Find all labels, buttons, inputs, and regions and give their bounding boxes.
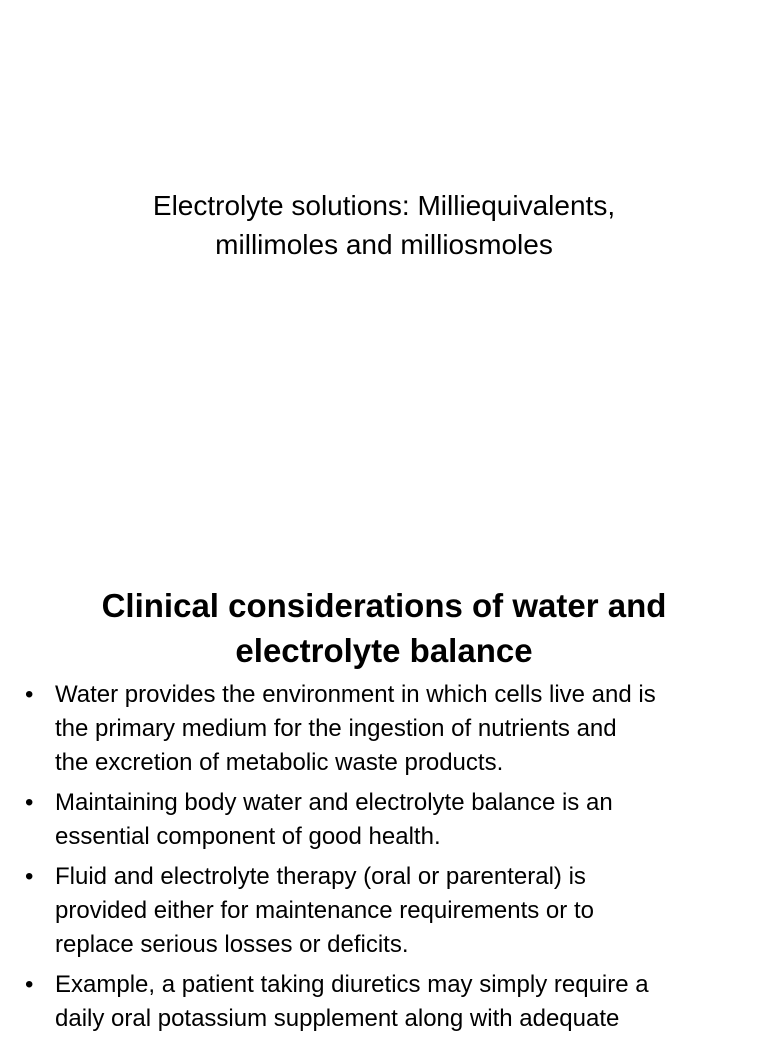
slide-1-title: [40, 186, 728, 264]
bullet-line: the excretion of metabolic waste products.: [55, 749, 504, 776]
bullet-icon: •: [25, 681, 34, 708]
bullet-line: daily oral potassium supplement along with adequate: [55, 1005, 620, 1032]
bullet-line: essential component of good health.: [55, 823, 441, 850]
bullet-item: [0, 968, 768, 1036]
bullet-line: provided either for maintenance requirements or to: [55, 897, 594, 924]
slide-2-title-line-1: Clinical considerations of water and: [101, 587, 667, 624]
slide-2-title-line-2: electrolyte balance: [235, 632, 533, 669]
bullet-item: [0, 860, 768, 962]
slide-2-title: [40, 583, 728, 673]
bullet-item: [0, 678, 768, 780]
bullet-item: [0, 786, 768, 854]
bullet-line: Fluid and electrolyte therapy (oral or parenteral) is: [55, 863, 586, 890]
bullet-icon: •: [25, 971, 34, 998]
bullet-icon: •: [25, 863, 34, 890]
bullet-line: replace serious losses or deficits.: [55, 931, 409, 958]
slide-1-title-line-2: millimoles and milliosmoles: [215, 229, 553, 260]
bullet-list: [0, 678, 768, 1042]
slide-1-title-line-1: Electrolyte solutions: Milliequivalents,: [152, 190, 616, 221]
bullet-line: Maintaining body water and electrolyte balance is an: [55, 789, 613, 816]
bullet-icon: •: [25, 789, 34, 816]
bullet-line: the primary medium for the ingestion of nutrients and: [55, 715, 617, 742]
bullet-line: Example, a patient taking diuretics may simply require a: [55, 971, 649, 998]
bullet-line: Water provides the environment in which cells live and is: [55, 681, 656, 708]
